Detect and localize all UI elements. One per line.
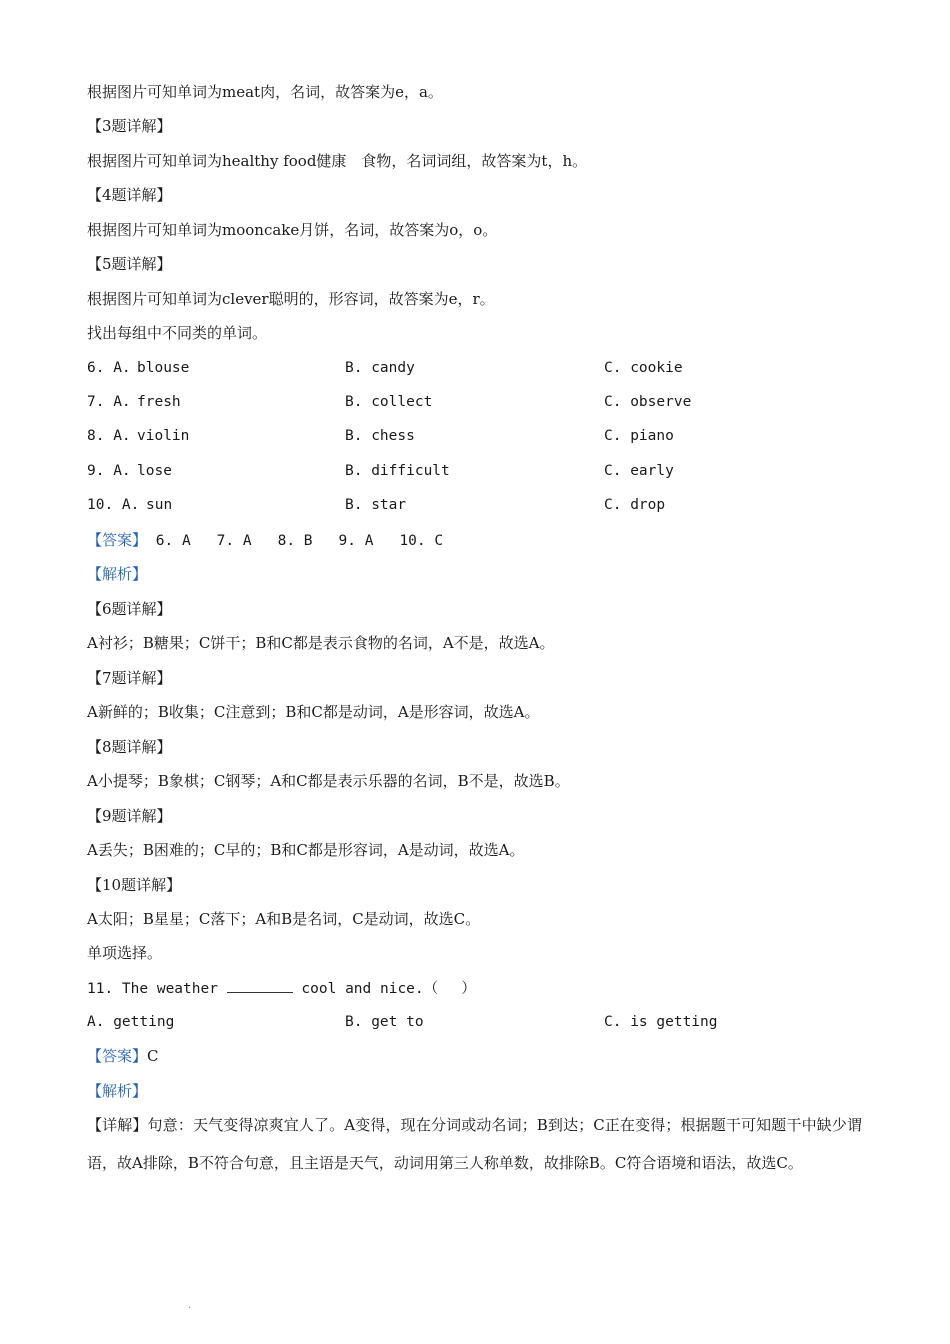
answer-item: 9. A bbox=[338, 533, 374, 549]
detail-line-4: 根据图片可知单词为mooncake月饼，名词，故答案为o，o。 bbox=[87, 221, 498, 239]
option-c: C. early bbox=[604, 463, 674, 479]
answer-blank bbox=[227, 978, 293, 993]
answer-item: 10. C bbox=[399, 533, 444, 549]
answer-line bbox=[87, 530, 469, 551]
option-c: C. piano bbox=[604, 428, 674, 444]
q11-analysis-label: 【解析】 bbox=[87, 1082, 148, 1100]
q11-answer-line bbox=[87, 1046, 159, 1066]
option-b: B. collect bbox=[345, 394, 433, 410]
option-a: fresh bbox=[137, 394, 181, 410]
detail-heading-3: 【3题详解】 bbox=[87, 117, 172, 135]
option-c: C. cookie bbox=[604, 360, 683, 376]
q11-option-a: A. getting bbox=[87, 1014, 175, 1030]
footer-mark: · bbox=[188, 1303, 192, 1314]
answer-item: 8. B bbox=[277, 533, 313, 549]
option-b: B. star bbox=[345, 497, 407, 513]
section-odd-one-out: 找出每组中不同类的单词。 bbox=[87, 324, 268, 342]
question-number: 10. A. bbox=[87, 497, 140, 513]
detail-line-3: 根据图片可知单词为healthy food健康 食物，名词词组，故答案为t，h。 bbox=[87, 152, 588, 170]
option-b: B. chess bbox=[345, 428, 415, 444]
option-a: sun bbox=[146, 497, 173, 513]
question-number: 7. A. bbox=[87, 394, 131, 410]
answer-value: C bbox=[147, 1047, 159, 1065]
detail-text: 句意：天气变得凉爽宜人了。A变得，现在分词或动名词；B到达；C正在变得；根据题干可知题干中缺少谓语，故A排除，B不符合句意，且主语是天气，动词用第三人称单数，故排除B。C符合语境和语法，故选C。 bbox=[87, 1116, 862, 1172]
q11-detail-paragraph bbox=[87, 1106, 862, 1182]
option-a: violin bbox=[137, 428, 190, 444]
question-text-before: 11. The weather bbox=[87, 981, 218, 997]
detail-heading-8: 【8题详解】 bbox=[87, 738, 172, 756]
question-11 bbox=[87, 978, 476, 999]
detail-heading-7: 【7题详解】 bbox=[87, 669, 172, 687]
detail-heading-9: 【9题详解】 bbox=[87, 807, 172, 825]
q11-option-b: B. get to bbox=[345, 1014, 424, 1030]
question-number: 6. A. bbox=[87, 360, 131, 376]
detail-line-7: A新鲜的；B收集；C注意到；B和C都是动词，A是形容词，故选A。 bbox=[87, 703, 540, 721]
option-c: C. drop bbox=[604, 497, 666, 513]
option-b: B. difficult bbox=[345, 463, 450, 479]
answer-item: 6. A bbox=[155, 533, 191, 549]
detail-line-10: A太阳；B星星；C落下；A和B是名词，C是动词，故选C。 bbox=[87, 910, 481, 928]
question-number: 8. A. bbox=[87, 428, 131, 444]
detail-label: 【详解】 bbox=[87, 1116, 148, 1134]
detail-line-2: 根据图片可知单词为meat肉，名词，故答案为e，a。 bbox=[87, 83, 443, 101]
detail-line-6: A衬衫；B糖果；C饼干；B和C都是表示食物的名词，A不是，故选A。 bbox=[87, 634, 555, 652]
q11-option-c: C. is getting bbox=[604, 1014, 718, 1030]
option-b: B. candy bbox=[345, 360, 415, 376]
section-single-choice: 单项选择。 bbox=[87, 944, 163, 962]
detail-line-5: 根据图片可知单词为clever聪明的，形容词，故答案为e，r。 bbox=[87, 290, 495, 308]
detail-heading-5: 【5题详解】 bbox=[87, 255, 172, 273]
detail-heading-4: 【4题详解】 bbox=[87, 186, 172, 204]
question-text-after: cool and nice.（ ） bbox=[301, 981, 476, 997]
detail-heading-10: 【10题详解】 bbox=[87, 876, 182, 894]
question-number: 9. A. bbox=[87, 463, 131, 479]
option-c: C. observe bbox=[604, 394, 692, 410]
detail-line-8: A小提琴；B象棋；C钢琴；A和C都是表示乐器的名词，B不是，故选B。 bbox=[87, 772, 570, 790]
detail-line-9: A丢失；B困难的；C早的；B和C都是形容词，A是动词，故选A。 bbox=[87, 841, 525, 859]
detail-heading-6: 【6题详解】 bbox=[87, 600, 172, 618]
answer-label: 【答案】 bbox=[87, 1047, 148, 1065]
option-a: blouse bbox=[137, 360, 190, 376]
option-a: lose bbox=[137, 463, 172, 479]
analysis-label: 【解析】 bbox=[87, 565, 148, 583]
answer-item: 7. A bbox=[216, 533, 252, 549]
answer-label: 【答案】 bbox=[87, 531, 148, 549]
